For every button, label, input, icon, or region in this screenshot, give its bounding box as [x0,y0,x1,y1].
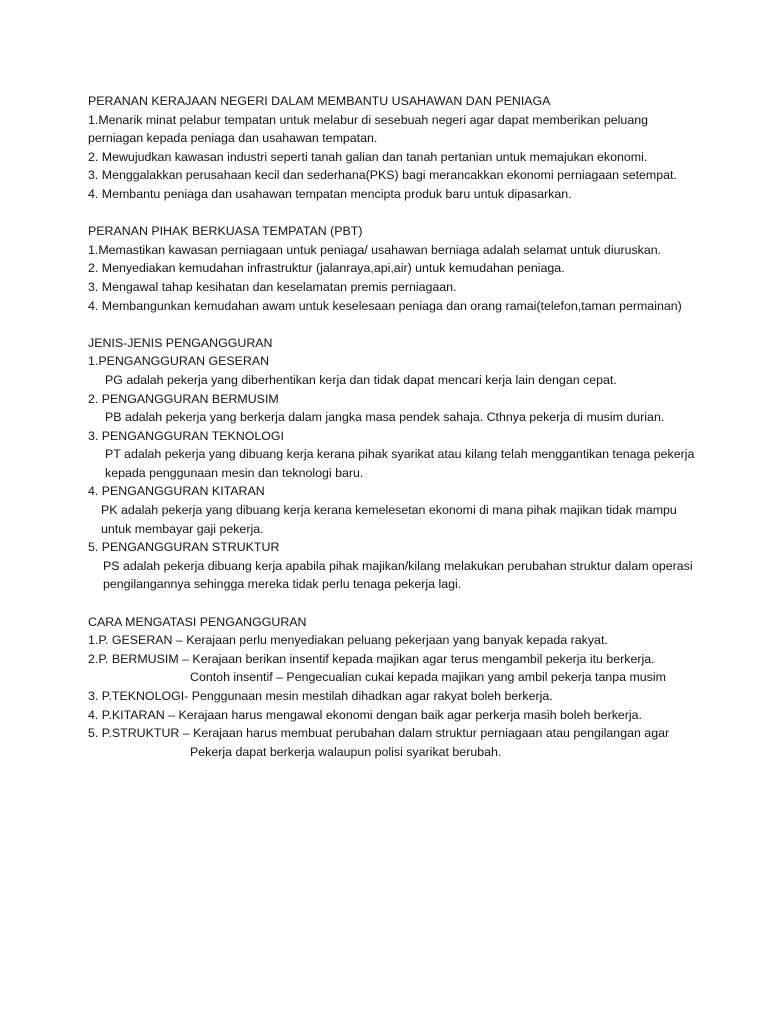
list-item: 3. Menggalakkan perusahaan kecil dan sederhana(PKS) bagi merancakkan ekonomi perniagaan setempat. [88,168,677,183]
list-item: 4. Membangunkan kemudahan awam untuk keselesaan peniaga dan orang ramai(telefon,taman permainan) [88,298,682,313]
section-heading: PERANAN PIHAK BERKUASA TEMPATAN (PBT) [88,224,363,239]
type-title: 1.PENGANGGURAN GESERAN [88,354,270,369]
type-description: PT adalah pekerja yang dibuang kerja kerana pihak syarikat atau kilang telah menggantikan tenaga pekerja kepada penggunaan mesin dan teknologi baru. [105,447,695,480]
type-description: PK adalah pekerja yang dibuang kerja kerana kemelesetan ekonomi di mana pihak majikan tidak mampu untuk membayar gaji pekerja. [101,503,677,536]
section-kerajaan-negeri [88,92,698,204]
list-item: 2. Menyediakan kemudahan infrastruktur (jalanraya,api,air) untuk kemudahan peniaga. [88,261,565,276]
type-title: 3. PENGANGGURAN TEKNOLOGI [88,428,284,443]
section-heading: CARA MENGATASI PENGANGGURAN [88,614,307,629]
list-item: 2. Mewujudkan kawasan industri seperti tanah galian dan tanah pertanian untuk memajukan ekonomi. [88,149,648,164]
list-item: 1.Memastikan kawasan perniagaan untuk peniaga/ usahawan berniaga adalah selamat untuk diuruskan. [88,242,662,257]
list-item: 3. P.TEKNOLOGI- Penggunaan mesin mestilah dihadkan agar rakyat boleh berkerja. [88,689,553,703]
type-title: 5. PENGANGGURAN STRUKTUR [88,540,280,555]
list-item-continuation: Contoh insentif – Pengecualian cukai kepada majikan yang ambil pekerja tanpa musim [190,670,666,685]
list-item-continuation: Pekerja dapat berkerja walaupun polisi syarikat berubah. [190,744,502,759]
section-cara-mengatasi [88,613,698,762]
type-title: 2. PENGANGGURAN BERMUSIM [88,391,279,406]
type-description: PG adalah pekerja yang diberhentikan kerja dan tidak dapat mencari kerja lain dengan cepat. [105,372,617,387]
list-item: 1.P. GESERAN – Kerajaan perlu menyediakan peluang pekerjaan yang banyak kepada rakyat. [88,633,608,648]
section-heading: PERANAN KERAJAAN NEGERI DALAM MEMBANTU USAHAWAN DAN PENIAGA [88,94,551,108]
list-item: 4. P.KITARAN – Kerajaan harus mengawal ekonomi dengan baik agar perkerja masih boleh berkerja. [88,707,642,722]
type-description: PS adalah pekerja dibuang kerja apabila pihak majikan/kilang melakukan perubahan struktur dalam operasi pengilangannya sehingga mereka tidak perlu tenaga pekerja lagi. [103,558,693,592]
list-item: 5. P.STRUKTUR – Kerajaan harus membuat perubahan dalam struktur perniagaan atau pengilangan agar [88,726,670,741]
type-title: 4. PENGANGGURAN KITARAN [88,484,265,499]
type-description: PB adalah pekerja yang berkerja dalam jangka masa pendek sahaja. Cthnya pekerja di musim durian. [105,410,665,425]
list-item: 2.P. BERMUSIM – Kerajaan berikan insentif kepada majikan agar terus mengambil pekerja itu berkerja. [88,651,655,666]
section-heading: JENIS-JENIS PENGANGGURAN [88,335,273,350]
section-jenis-pengangguran [88,334,698,594]
list-item: 1.Menarik minat pelabur tempatan untuk melabur di sesebuah negeri agar dapat memberikan peluang perniagan kepada peniaga dan usahawan tempatan. [88,112,648,146]
document-page [88,92,698,761]
list-item: 3. Mengawal tahap kesihatan dan keselamatan premis perniagaan. [88,279,457,294]
list-item: 4. Membantu peniaga dan usahawan tempatan mencipta produk baru untuk dipasarkan. [88,186,572,201]
section-pbt [88,222,698,315]
